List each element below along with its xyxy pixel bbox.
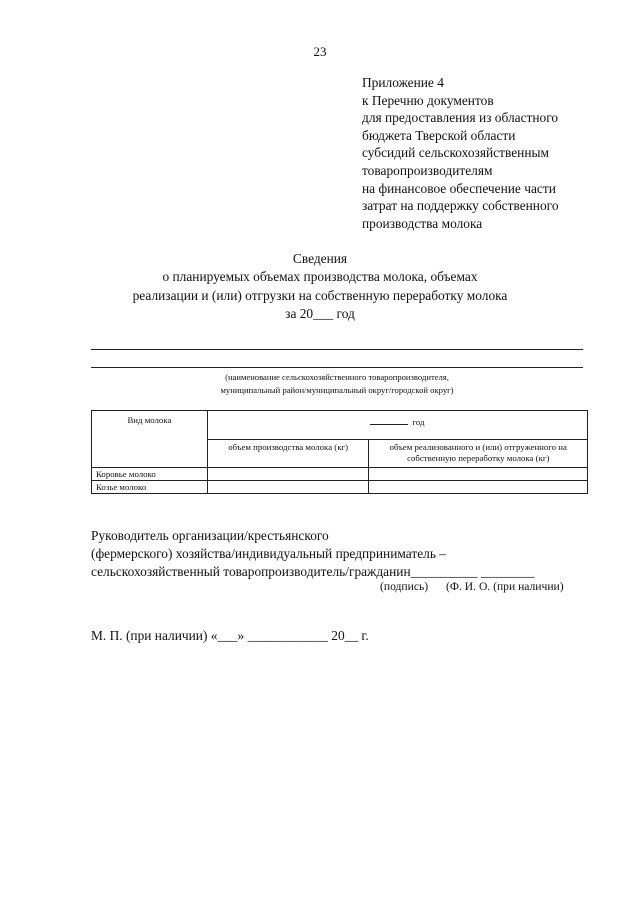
signature-line: Руководитель организации/крестьянского: [91, 528, 329, 543]
caption-name: (Ф. И. О. (при наличии): [445, 580, 564, 593]
title-line: реализации и (или) отгрузки на собственную переработку молока: [132, 287, 508, 303]
org-name-line-1: [91, 349, 583, 350]
appendix-line: для предоставления из областного: [362, 110, 559, 126]
org-caption-line: (наименование сельскохозяйственного товаропроизводителя,: [225, 372, 449, 382]
col-header-year: [207, 411, 587, 440]
appendix-line: производства молока: [362, 215, 483, 231]
appendix-line: бюджета Тверской области: [362, 127, 516, 143]
appendix-line: на финансовое обеспечение части: [362, 180, 556, 196]
title-line: о планируемых объемах производства молока, объемах: [162, 269, 478, 285]
org-caption: [91, 371, 583, 397]
appendix-note: [362, 74, 622, 232]
document-title: [0, 250, 640, 324]
signature-line: сельскохозяйственный товаропроизводитель/гражданин__________ ________: [91, 564, 535, 580]
appendix-line: товаропроизводителям: [362, 162, 493, 178]
cell-sold[interactable]: [369, 481, 588, 494]
signature-block: [91, 527, 596, 582]
year-blank: [370, 415, 408, 425]
appendix-line: субсидий сельскохозяйственным: [362, 145, 549, 161]
table-row: [92, 468, 588, 481]
row-label: Козье молоко: [92, 481, 208, 494]
page-number: 23: [313, 44, 327, 59]
title-line: за 20___ год: [285, 306, 355, 322]
stamp-date-line: М. П. (при наличии) «___» ____________ 20__ г.: [91, 628, 369, 643]
year-label: год: [412, 417, 425, 427]
cell-production[interactable]: [207, 481, 369, 494]
col-header-production: объем производства молока (кг): [207, 439, 369, 468]
milk-volume-table: [91, 410, 588, 494]
col-header-sold: объем реализованного и (или) отгруженного на собственную переработку молока (кг): [369, 439, 588, 468]
col-header-kind: Вид молока: [92, 411, 208, 468]
signature-caption: [380, 580, 564, 593]
row-label: Коровье молоко: [92, 468, 208, 481]
appendix-line: к Перечню документов: [362, 92, 494, 108]
org-caption-line: муниципальный район/муниципальный округ/городской округ): [220, 385, 454, 395]
caption-sign: (подпись): [380, 580, 429, 593]
title-line: Сведения: [292, 251, 348, 266]
org-name-line-2: [91, 367, 583, 368]
appendix-line: Приложение 4: [362, 75, 444, 90]
appendix-line: затрат на поддержку собственного: [362, 198, 559, 214]
table-row: [92, 481, 588, 494]
cell-production[interactable]: [207, 468, 369, 481]
cell-sold[interactable]: [369, 468, 588, 481]
signature-line: (фермерского) хозяйства/индивидуальный предприниматель –: [91, 546, 446, 562]
